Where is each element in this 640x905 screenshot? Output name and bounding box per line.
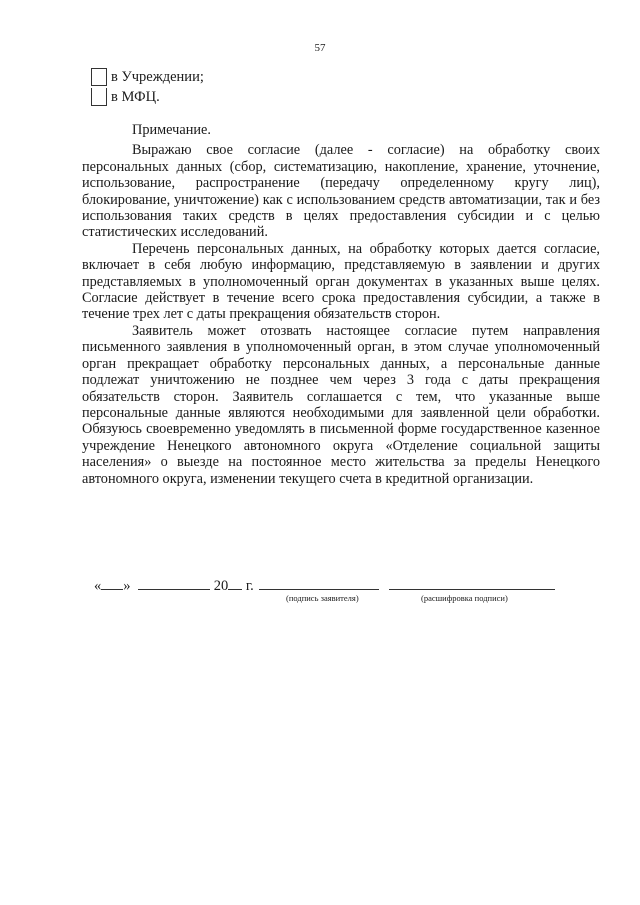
option-mfc[interactable] [91,87,204,107]
option-institution[interactable] [91,67,204,87]
note-paragraph-data-list: Перечень персональных данных, на обработку которых дается согласие, включает в себя любую информацию, представляемую в заявлении и других представляемых в уполномоченный орган документах в указанных выше целях. Согласие действует в течение всего срока предоставления субсидии, а также в течение трех лет с даты прекращения обязательств сторон. [82,240,600,323]
signature-decoding-field[interactable] [389,575,555,590]
day-field[interactable] [101,575,123,590]
option-institution-label: в Учреждении; [111,69,204,85]
note-paragraph-revocation: Заявитель может отозвать настоящее согласие путем направления письменного заявления в уполномоченный орган, в этом случае уполномоченный орган прекращает обработку персональных данных, а персональные данные подлежат уничтожению не позднее чем через 3 года с даты прекращения обязательств сторон. Заявитель соглашается с тем, что указанные выше персональные данные являются необходимыми для заявленной цели обработки. Обязуюсь своевременно уведомлять в письменной форме государственное казенное учреждение Ненецкого автономного округа «Отделение социальной защиты населения» о выезде на постоянное место жительства за пределы Ненецкого автономного округа, изменении текущего счета в кредитной организации. [82,322,600,487]
signature-decoding-caption: (расшифровка подписи) [421,593,508,603]
option-mfc-label: в МФЦ. [111,89,160,105]
note-paragraph-consent: Выражаю свое согласие (далее - согласие) на обработку своих персональных данных (сбор, систематизацию, накопление, хранение, уточнение, использование, распространение (передачу определенному кругу лиц), блокирование, уничтожение) как с использованием средств автоматизации, так и без использования таких средств в целях предоставления субсидии и с целью статистических исследований. [82,142,600,241]
signature-line [94,575,555,595]
year-prefix: 20 [213,578,229,594]
signature-field[interactable] [259,575,379,590]
date-quote-open: « [94,578,102,594]
year-field[interactable] [228,575,242,590]
page-number: 57 [314,42,326,54]
signature-caption: (подпись заявителя) [286,593,359,603]
date-quote-close: » [123,578,131,594]
note-block [82,122,600,487]
delivery-options [91,67,204,107]
option-institution-checkbox[interactable] [91,68,107,86]
year-suffix: г. [245,578,254,594]
note-title: Примечание. [132,122,211,138]
month-field[interactable] [138,575,210,590]
option-mfc-checkbox[interactable] [91,88,107,106]
